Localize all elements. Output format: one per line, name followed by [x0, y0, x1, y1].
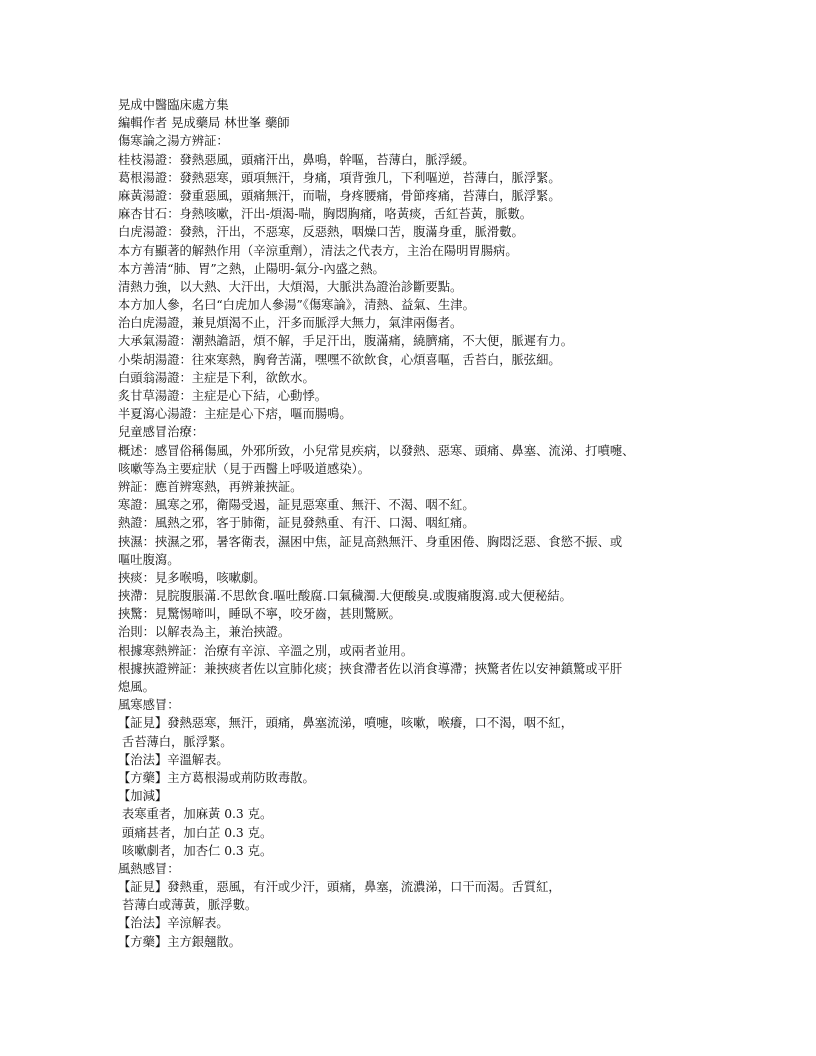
text-line: 風寒感冒：: [118, 698, 180, 713]
text-line: 寒證：風寒之邪，衛陽受遏，証見惡寒重、無汗、不渴、咽不紅。: [118, 498, 475, 513]
text-line: 【治法】辛溫解表。: [118, 752, 229, 767]
text-line: 風熱感冒：: [118, 861, 180, 876]
text-line: 咳嗽劇者，加杏仁 0.3 克。: [118, 843, 273, 858]
text-line: 【方藥】主方葛根湯或荊防敗毒散。: [118, 770, 315, 785]
document-author: 編輯作者 晃成藥局 林世峯 藥師: [118, 116, 290, 131]
text-line: 根據寒熱辨証：治療有辛涼、辛溫之別，或兩者並用。: [118, 643, 414, 658]
text-line: 治白虎湯證，兼見煩渴不止，汗多而脈浮大無力，氣津兩傷者。: [118, 316, 463, 331]
document-page: [118, 96, 718, 951]
text-line: 嘔吐腹瀉。: [118, 552, 180, 567]
document-title: 晃成中醫臨床處方集: [118, 98, 229, 112]
text-line: 葛根湯證：發熱惡寒，頭項無汗，身痛，項背強几，下利嘔逆，苔薄白，脈浮緊。: [118, 170, 561, 185]
text-line: 本方有顯著的解熱作用（辛涼重劑），清法之代表方，主治在陽明胃腸病。: [118, 243, 518, 258]
text-line: 苔薄白或薄黃，脈浮數。: [118, 898, 258, 913]
text-line: 【証見】發熱惡寒，無汗，頭痛，鼻塞流涕，噴嚏，咳嗽，喉癢，口不渴，咽不紅，: [118, 716, 573, 731]
text-line: 麻黃湯證：發重惡風，頭痛無汗，而喘，身疼腰痛，骨節疼痛，苔薄白，脈浮緊。: [118, 188, 561, 203]
text-line: 概述：感冒俗稱傷風，外邪所致，小兒常見疾病，以發熱、惡寒、頭痛、鼻塞、流涕、打噴嚏、: [118, 443, 635, 458]
text-line: 熱證：風熱之邪，客于肺衛，証見發熱重、有汗、口渴、咽紅痛。: [118, 516, 475, 531]
text-line: 表寒重者，加麻黃 0.3 克。: [118, 807, 273, 822]
text-line: 【治法】辛涼解表。: [118, 916, 229, 931]
text-line: 小柴胡湯證：往來寒熱，胸脅苦滿，嘿嘿不欲飲食，心煩喜嘔，舌苔白，脈弦細。: [118, 352, 561, 367]
text-line: 兒童感冒治療：: [118, 425, 205, 440]
text-line: 【方藥】主方銀翹散。: [118, 934, 241, 949]
text-line: 熄風。: [118, 680, 155, 694]
text-line: 清熱力強，以大熱、大汗出，大煩渴，大脈洪為證治診斷要點。: [118, 279, 463, 294]
text-line: 挾驚：見驚惕啼叫，睡臥不寧，咬牙齒，甚則驚厥。: [118, 607, 401, 622]
text-line: 本方善清“肺、胃”之熱，止陽明-氣分-內盛之熱。: [118, 261, 385, 276]
text-line: 本方加人參，名曰“白虎加人參湯”《傷寒論》，清熱、益氣、生津。: [118, 298, 475, 313]
text-line: 挾痰：見多喉鳴，咳嗽劇。: [118, 570, 266, 585]
text-line: 半夏瀉心湯證：主症是心下痞，嘔而腸鳴。: [118, 407, 352, 422]
text-line: 【加減】: [118, 789, 168, 804]
text-line: 治則：以解表為主，兼治挾證。: [118, 625, 291, 640]
text-line: 舌苔薄白，脈浮緊。: [118, 734, 233, 749]
text-line: 挾濕：挾濕之邪，暑客衛表，濕困中焦，証見高熱無汗、身重困倦、胸悶泛惡、食慾不振、或: [118, 534, 623, 549]
text-line: 麻杏甘石：身熱咳嗽，汗出-煩渴-喘，胸悶胸痛，咯黃痰，舌紅苔黃，脈數。: [118, 207, 533, 222]
text-line: 挾滯：見脘腹脹滿.不思飲食.嘔吐酸腐.口氣穢濁.大便酸臭.或腹痛腹瀉.或大便秘結。: [118, 589, 572, 604]
text-line: 傷寒論之湯方辨証：: [118, 134, 229, 149]
text-line: 炙甘草湯證：主症是心下結，心動悸。: [118, 389, 328, 403]
text-line: 桂枝湯證：發熱惡風，頭痛汗出，鼻鳴，幹嘔，苔薄白，脈浮緩。: [118, 152, 475, 167]
text-line: 【証見】發熱重，惡風，有汗或少汗，頭痛，鼻塞，流濃涕，口干而渴。舌質紅，: [118, 880, 561, 895]
text-line: 辨証：應首辨寒熱，再辨兼挾証。: [118, 479, 303, 494]
text-line: 根據挾證辨証：兼挾痰者佐以宣肺化痰；挾食滯者佐以消食導滯；挾驚者佐以安神鎮驚或平肝: [118, 661, 623, 676]
text-line: 頭痛甚者，加白芷 0.3 克。: [118, 825, 273, 840]
text-line: 白頭翁湯證：主症是下利，欲飲水。: [118, 370, 315, 385]
text-line: 咳嗽等為主要症狀（見于西醫上呼吸道感染）。: [118, 461, 371, 476]
text-line: 大承氣湯證：潮熱譫語，煩不解，手足汗出，腹滿痛，繞臍痛，不大便，脈遲有力。: [118, 334, 573, 349]
document-body: [118, 132, 718, 950]
text-line: 白虎湯證：發熱，汗出，不惡寒，反惡熱，咽燥口苦，腹滿身重，脈滑數。: [118, 225, 524, 240]
